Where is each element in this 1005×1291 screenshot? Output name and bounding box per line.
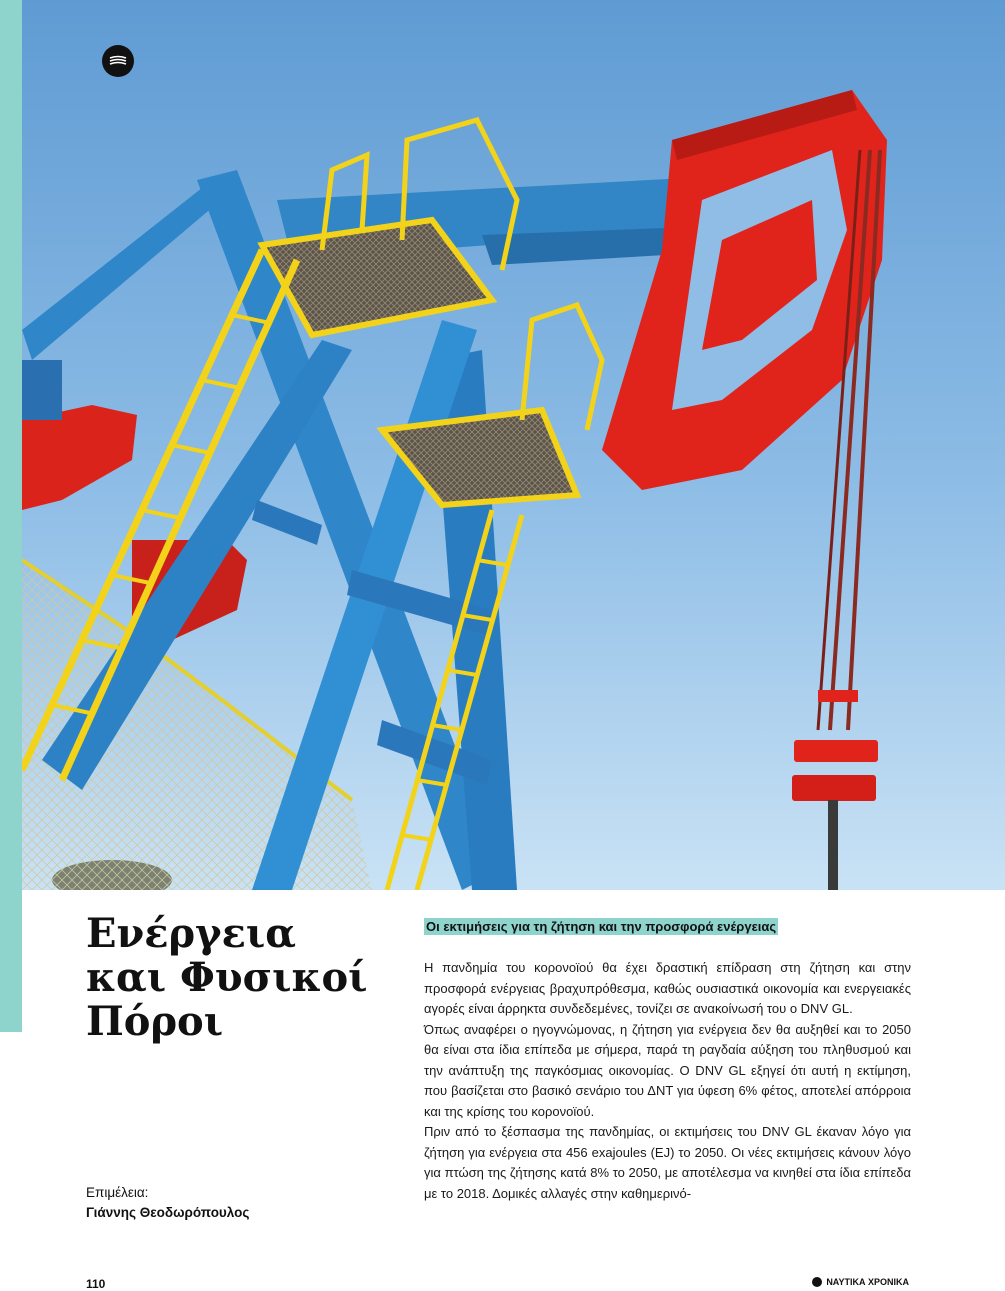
magazine-footer	[812, 1277, 909, 1287]
magazine-dot-icon	[812, 1277, 822, 1287]
article-title	[86, 912, 386, 1044]
accent-side-band	[0, 0, 22, 1032]
editor-credit	[86, 1183, 346, 1223]
article-body	[424, 958, 911, 1204]
article-subhead: Οι εκτιμήσεις για τη ζήτηση και την προσφορά ενέργειας	[426, 919, 777, 934]
title-line-2: και Φυσικοί	[86, 954, 368, 1001]
title-line-1: Ενέργεια	[86, 910, 297, 957]
magazine-name: ΝΑΥΤΙΚΑ ΧΡΟΝΙΚΑ	[826, 1277, 909, 1287]
oil-pumpjack-photo	[22, 0, 1005, 890]
title-line-3: Πόροι	[86, 998, 224, 1045]
page-number: 110	[86, 1277, 106, 1291]
paragraph-2: Όπως αναφέρει ο ηγογνώμονας, η ζήτηση για ενέργεια δεν θα αυξηθεί και το 2050 θα είναι στα ίδια επίπεδα με σήμερα, παρά τη ραγδαία αύξηση του πληθυσμού και την ανάπτυξη της παγκόσμιας οικονομίας. Ο DNV GL εξηγεί ότι αυτή η εκτίμηση, που βασίζεται στο βασικό σενάριο του ΔΝΤ για ύφεση 6% φέτος, αποτελεί απόρροια και της κρίσης του κορονοϊού.	[424, 1021, 911, 1119]
editor-label: Επιμέλεια:	[86, 1185, 149, 1200]
paragraph-3: Πριν από το ξέσπασμα της πανδημίας, οι εκτιμήσεις του DNV GL έκαναν λόγο για ζήτηση για ενέργεια στα 456 exajoules (EJ) το 2050. Οι νέες εκτιμήσεις κάνουν λόγο για πτώση της ζήτησης κατά 8% το 2050, με αποτέλεσμα να κινηθεί στα ίδια επίπεδα με το 2018. Δομικές αλλαγές στην καθημερινό-	[424, 1124, 911, 1201]
wave-logo-icon	[102, 45, 134, 77]
paragraph-1: Η πανδημία του κορονοϊού θα έχει δραστική επίδραση στη ζήτηση και στην προσφορά ενέργειας βραχυπρόθεσμα, καθώς ουσιαστικά οικονομία και ενεργειακές αγορές είναι άρρηκτα συνδεδεμένες, τονίζει σε ανακοίνωσή του ο DNV GL.	[424, 960, 911, 1016]
editor-name: Γιάννης Θεοδωρόπουλος	[86, 1205, 250, 1220]
